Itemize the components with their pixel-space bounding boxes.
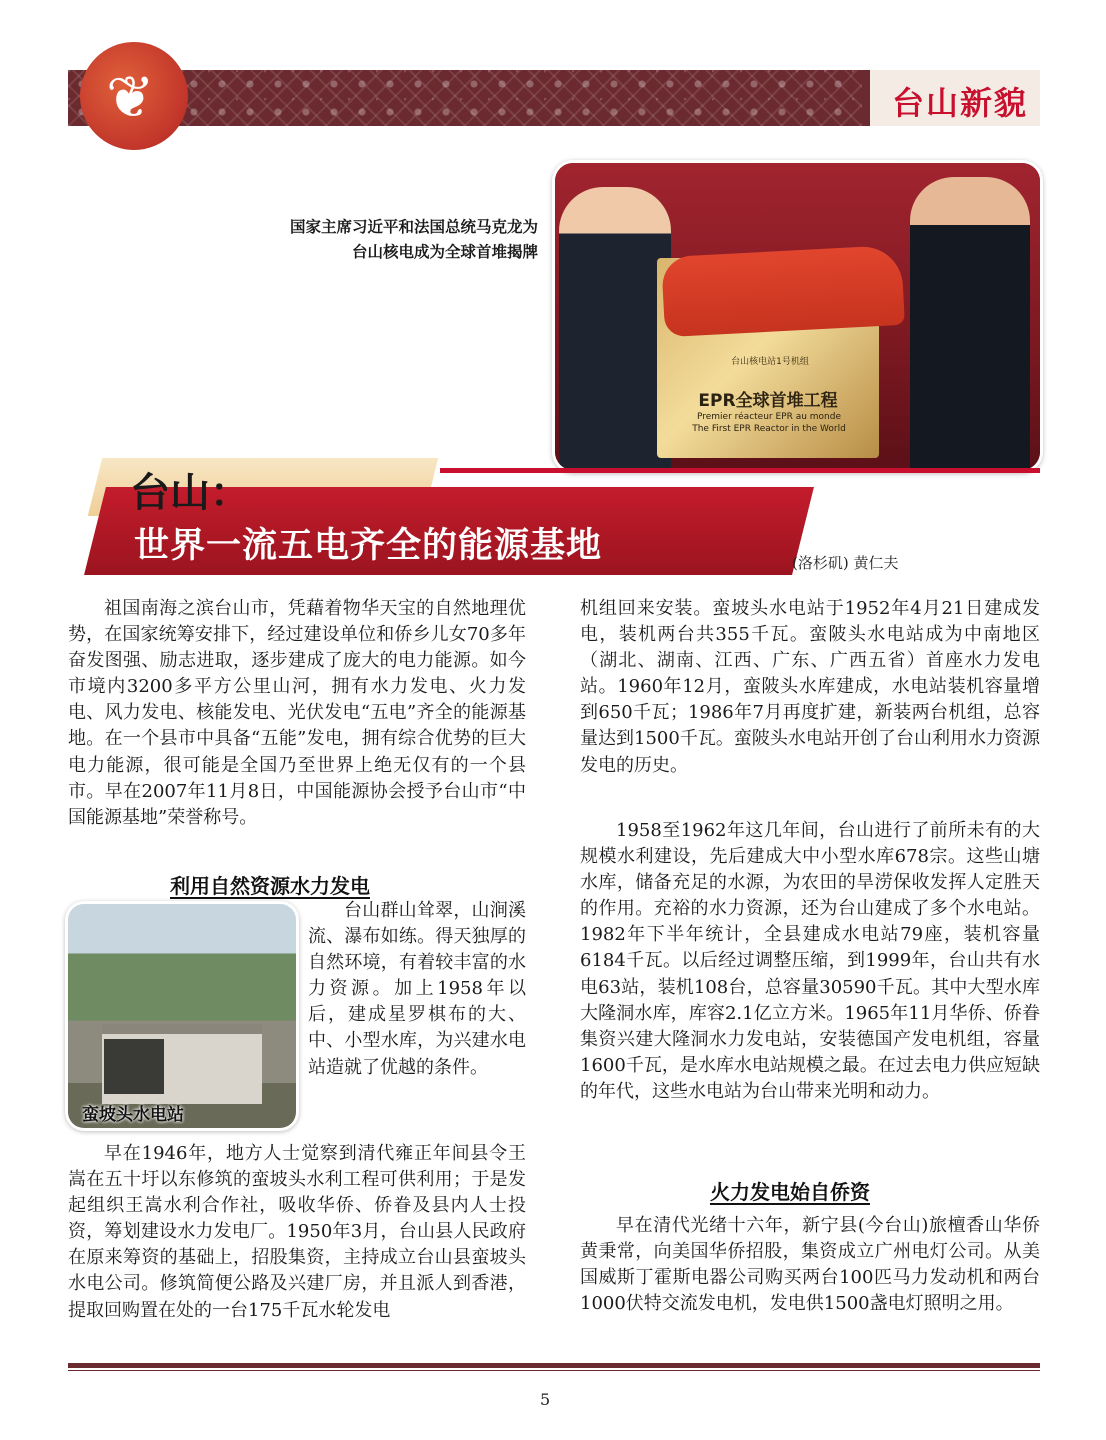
person-left bbox=[559, 187, 671, 470]
small-photo-caption: 蛮坡头水电站 bbox=[82, 1105, 184, 1125]
byline: (洛杉矶) 黄仁夫 bbox=[792, 554, 899, 572]
header-band bbox=[68, 70, 1040, 126]
section-title: 台山新貌 bbox=[891, 84, 1028, 122]
right-paragraph-2: 1958至1962年这几年间，台山进行了前所未有的大规模水利建设，先后建成大中小型水库678宗。这些山塘水库，储备充足的水源，为农田的旱涝保收发挥人定胜天的作用。充裕的水力资源，还为台山建成了多个水电站。1982年下半年统计，全县建成水电站79座，装机容量6184千瓦。以后经过调整压缩，到1999年，台山共有水电63站，装机108台，总容量30590千瓦。其中大型水库大隆洞水库，库容2.1亿立方米。1965年11月华侨、侨眷集资兴建大隆洞水力发电站，安装德国产发电机组，容量1600千瓦，是水库水电站规模之最。在过去电力供应短缺的年代，这些水电站为台山带来光明和动力。 bbox=[580, 820, 1040, 1102]
footer-rule-thin bbox=[68, 1370, 1040, 1371]
article-title: 世界一流五电齐全的能源基地 bbox=[134, 526, 603, 566]
subhead-hydro: 利用自然资源水力发电 bbox=[170, 874, 370, 898]
title-rule bbox=[440, 468, 1040, 473]
right-paragraph-1: 机组回来安装。蛮坡头水电站于1952年4月21日建成发电，装机两台共355千瓦。蛮陂头水电站成为中南地区（湖北、湖南、江西、广东、广西五省）首座水力发电站。1960年12月，蛮陂头水库建成，水电站装机容量增到650千瓦；1986年7月再度扩建，新装两台机组，总容量达到1500千瓦。蛮陂头水电站开创了台山利用水力资源发电的历史。 bbox=[580, 598, 1040, 776]
subhead-thermal: 火力发电始自侨资 bbox=[710, 1180, 870, 1204]
header-title-box bbox=[862, 70, 1040, 126]
article-title-prefix: 台山： bbox=[130, 470, 250, 516]
left-paragraph-2: 台山群山耸翠，山涧溪流、瀑布如练。得天独厚的自然环境，有着较丰富的水力资源。加上1958年以后，建成星罗棋布的大、中、小型水库，为兴建水电站造就了优越的条件。 bbox=[308, 900, 526, 1078]
person-right bbox=[910, 177, 1030, 470]
page-number: 5 bbox=[540, 1390, 551, 1409]
right-paragraph-3: 早在清代光绪十六年，新宁县(今台山)旅檀香山华侨黄秉常，向美国华侨招股，集资成立广州电灯公司。从美国威斯丁霍斯电器公司购买两台100匹马力发动机和两台1000伏特交流发电机，发电供1500盏电灯照明之用。 bbox=[580, 1215, 1040, 1315]
main-photo bbox=[555, 163, 1040, 470]
crane-emblem-icon: ❦ bbox=[78, 40, 194, 164]
red-cloth bbox=[661, 245, 905, 337]
small-photo bbox=[68, 904, 296, 1128]
left-paragraph-1: 祖国南海之滨台山市，凭藉着物华天宝的自然地理优势，在国家统筹安排下，经过建设单位和侨乡儿女70多年奋发图强、励志进取，逐步建成了庞大的电力能源。如今市境内3200多平方公里山河，拥有水力发电、火力发电、风力发电、核能发电、光伏发电“五电”齐全的能源基地。在一个县市中具备“五能”发电，拥有综合优势的巨大电力能源，很可能是全国乃至世界上绝无仅有的一个县市。早在2007年11月8日，中国能源协会授予台山市“中国能源基地”荣誉称号。 bbox=[68, 598, 526, 828]
footer-rule bbox=[68, 1363, 1040, 1368]
plaque: 台山核电站1号机组 EPR全球首堆工程 Premier réacteur EPR au monde The First EPR Reactor in the World bbox=[657, 258, 879, 458]
photo-caption: 国家主席习近平和法国总统马克龙为 台山核电成为全球首堆揭牌 bbox=[289, 218, 538, 261]
left-paragraph-3: 早在1946年，地方人士觉察到清代雍正年间县令王嵩在五十圩以东修筑的蛮坡头水利工程可供利用；于是发起组织王嵩水利合作社，吸收华侨、侨眷及县内人士投资，筹划建设水力发电厂。1950年3月，台山县人民政府在原来筹资的基础上，招股集资，主持成立台山县蛮坡头水电公司。修筑简便公路及兴建厂房，并且派人到香港，提取回购置在处的一台175千瓦水轮发电 bbox=[68, 1143, 526, 1321]
